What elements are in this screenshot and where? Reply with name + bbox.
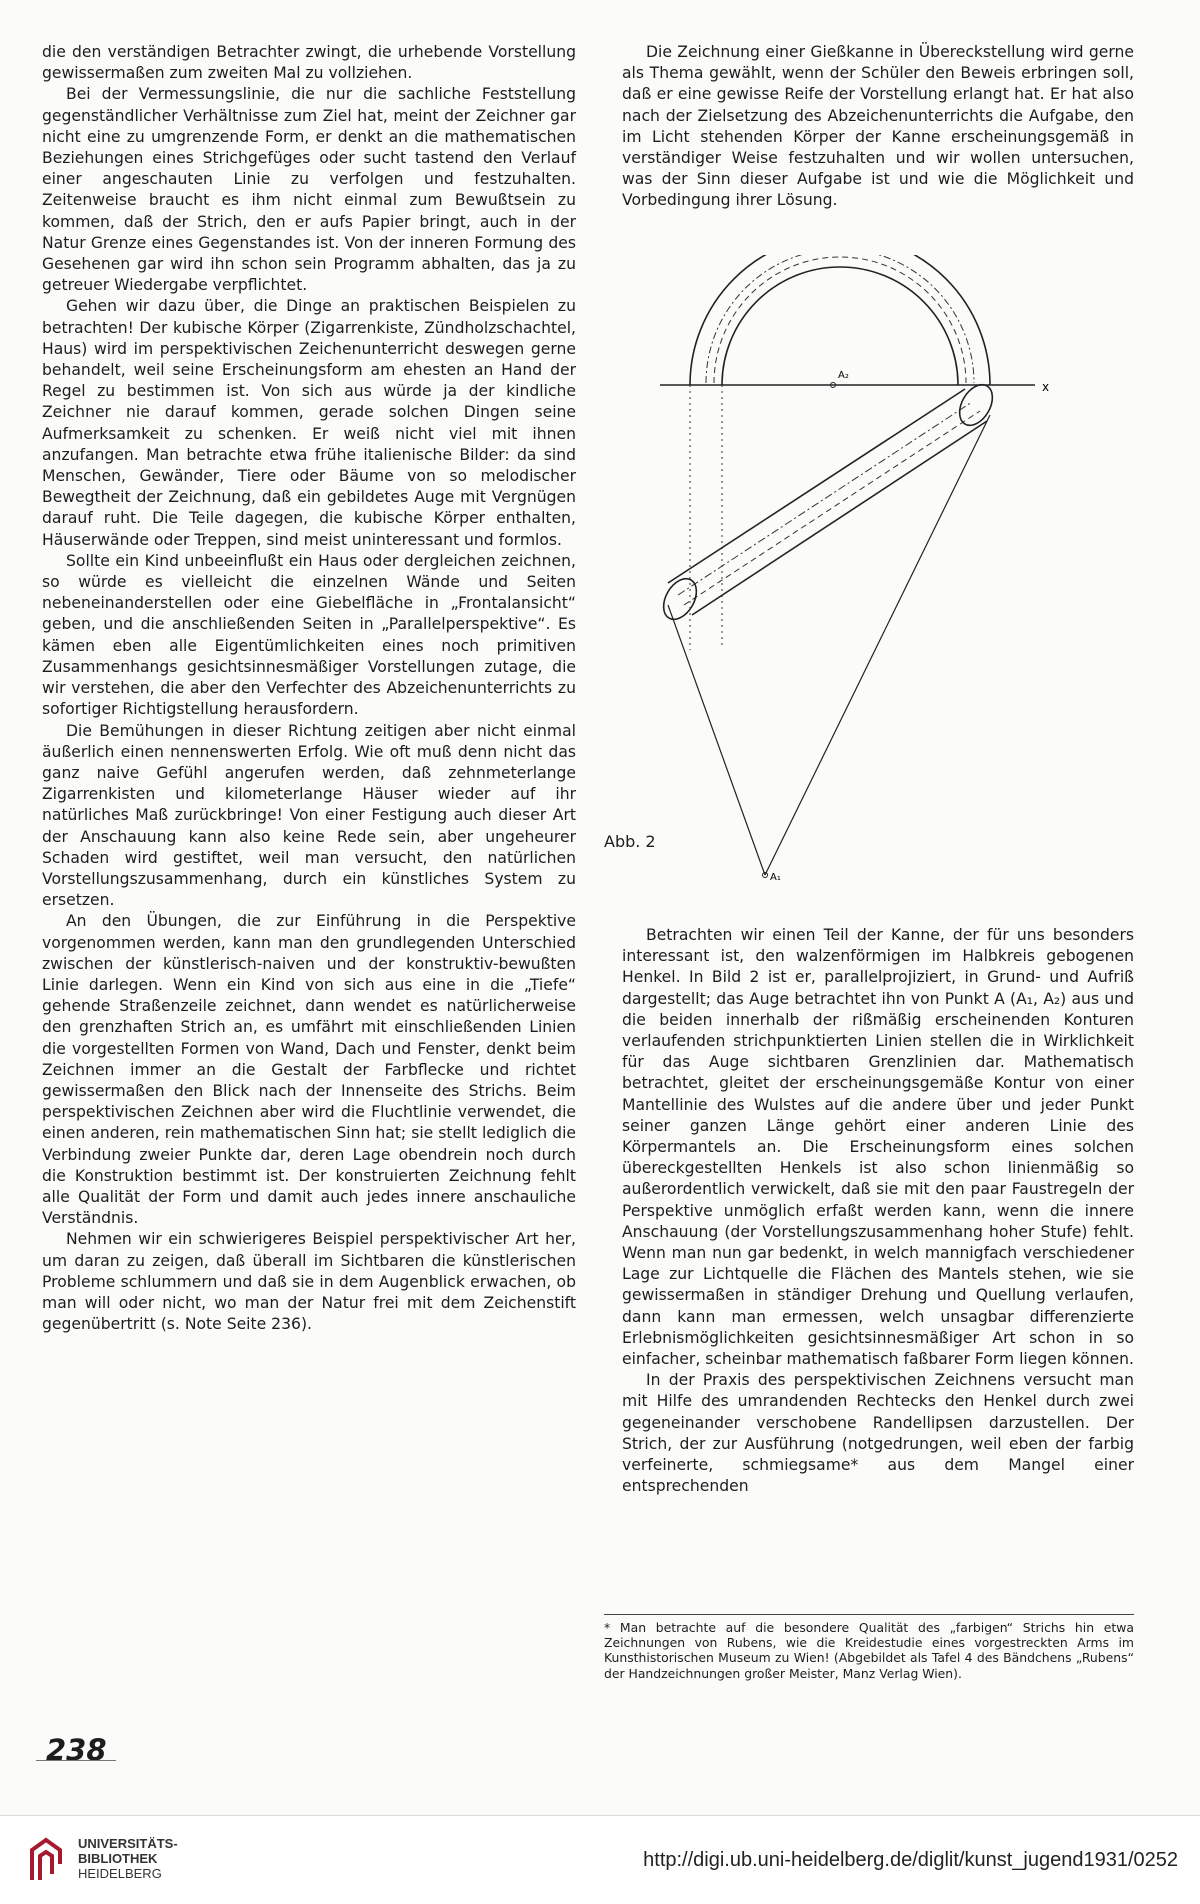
sight-line (765, 415, 990, 875)
paragraph: Sollte ein Kind unbeeinflußt ein Haus oder dergleichen zeichnen, so würde es vielleicht die einzelnen Wände und Seiten nebeneinanderstellen oder eine Giebelfläche in „Frontalansicht“ geben, und die anschließenden Seiten in „Parallelperspektive“. Es kämen eben alle Eigentümlichkeiten eines noch primitiven Zusammenhangs gesichtsinnesmäßiger Vorstellungen zutage, die wir verstehen, die aber den Verfechter des Abzeichenunterrichts zu sofortiger Richtigstellung herausfordern. (42, 551, 576, 719)
paragraph: Die Bemühungen in dieser Richtung zeitigen aber nicht einmal äußerlich einen nennenswerten Erfolg. Wie oft muß denn nicht das ganz naive Gefühl angerufen werden, daß zehnmeterlange Zigarrenkisten und kilometerlange Häuser wieder auf ihr natürliches Maß zurückbringe! Von einer Festigung auch dieser Art der Anschauung kann also keine Rede sein, aber ungeheurer Schaden wird gestiftet, weil man versucht, den natürlichen Vorstellungszusammenhang, durch ein künstliches System zu ersetzen. (42, 721, 576, 910)
figure-caption: Abb. 2 (604, 832, 656, 851)
cylinder-end (657, 573, 703, 625)
arch-outer-contour (690, 255, 990, 385)
library-name-line: HEIDELBERG (78, 1866, 162, 1881)
cylinder-dashed (678, 402, 972, 595)
arch-inner-contour (722, 267, 958, 385)
cylinder-dashed (684, 411, 980, 605)
point-a2-label: A₂ (838, 370, 849, 381)
right-text-column-top (622, 42, 1134, 212)
paragraph: In der Praxis des perspektivischen Zeichnens versucht man mit Hilfe des umrandenden Rechtecks den Henkel durch zwei gegeneinander verschobene Randellipsen darzustellen. Der Strich, der zur Ausführung (notgedrungen, weil eben der farbig verfeinerte, schmiegsame* aus dem Mangel einer entsprechenden (622, 1371, 1134, 1496)
library-name-line: UNIVERSITÄTS- (78, 1836, 178, 1851)
paragraph: die den verständigen Betrachter zwingt, die urhebende Vorstellung gewissermaßen zum zweiten Mal zu vollziehen. (42, 43, 576, 83)
library-logo-icon[interactable] (26, 1834, 68, 1886)
footnote-divider (604, 1614, 1134, 1615)
library-name-line: BIBLIOTHEK (78, 1851, 158, 1866)
source-url-link[interactable]: http://digi.ub.uni-heidelberg.de/diglit/kunst_jugend1931/0252 (643, 1849, 1178, 1871)
paragraph: Die Zeichnung einer Gießkanne in Übereckstellung wird gerne als Thema gewählt, wenn der Schüler den Beweis erbringen soll, daß er eine gewisse Reife der Vorstellung erlangt hat. Er hat also nach der Zielsetzung des Abzeichenunterrichts die Aufgabe, den im Licht stehenden Körper der Kanne erscheinungsgemäß in verständiger Weise festzuhalten und wir wollen untersuchen, was der Sinn dieser Aufgabe ist und wie die Möglichkeit und Vorbedingung ihrer Lösung. (622, 43, 1134, 210)
cylinder-contour (692, 421, 987, 615)
paragraph: An den Übungen, die zur Einführung in die Perspektive vorgenommen werden, kann man den grundlegenden Unterschied zwischen der künstlerisch-naiven und der konstruktiv-bewußten Linie darlegen. Wenn ein Kind von sich aus eine in die „Tiefe“ gehende Straßenzeile zeichnet, dann wendet es natürlicherweise den grenzhaften Strich an, es umfährt mit einschließenden Linien die vorgestellten Formen von Wand, Dach und Fenster, denkt beim Zeichnen immer an die Gestalt der Farbflecke und richtet gewissermaßen den Blick nach der Innenseite des Strichs. Beim perspektivischen Zeichnen aber wird die Fluchtlinie verwendet, die einen anderen, rein mathematischen Sinn hat; sie stellt lediglich die Verbindung zweier Punkte dar, deren Lage obendrein noch durch die Konstruktion bestimmt ist. Der konstruierten Zeichnung fehlt alle Qualität der Form und damit auch jedes innere anschauliche Verständnis. (42, 912, 576, 1228)
left-text-column (42, 42, 576, 1335)
handle-drawing (650, 255, 1090, 915)
right-text-column-bottom (622, 925, 1134, 1497)
figure-handle-projection (650, 255, 1090, 915)
library-name[interactable] (78, 1836, 178, 1881)
paragraph: Betrachten wir einen Teil der Kanne, der für uns besonders interessant ist, den walzenförmigen im Halbkreis gebogenen Henkel. In Bild 2 ist er, parallelprojiziert, in Grund- und Aufriß dargestellt; das Auge betrachtet ihn von Punkt A (A₁, A₂) aus und die beiden innerhalb der rißmäßig erscheinenden Konturen verlaufenden strichpunktierten Linien stellen die in Wirklichkeit für das Auge sichtbaren Grenzlinien dar. Mathematisch betrachtet, gleitet der erscheinungsgemäße Kontur von einer Mantellinie des Wulstes auf die andere über und jeder Punkt seiner ganzen Länge gehört einer anderen Linie des Körpermantels an. Die Erscheinungsform eines solchen übereckgestellten Henkels ist also schon linienmäßig so außerordentlich verwickelt, daß sie mit den paar Faustregeln der Perspektive unmöglich erfaßt werden kann, wenn die innere Anschauung (der Vorstellungszusammenhang hoher Stufe) fehlt. Wenn man nun gar bedenkt, in welch mannigfach verschiedener Lage zur Lichtquelle die Flächen des Mantels stehen, wie sie gewissermaßen in ständiger Drehung und Quellung verlaufen, dann kann man ermessen, welch unsagbar differenzierte Erlebnismöglichkeiten gesichtsinnesmäßiger Art schon in so einfacher, scheinbar mathematisch faßbarer Form liegen können. (622, 926, 1134, 1369)
axis-x-label: x (1042, 380, 1050, 394)
arch-dashed-contour (706, 255, 974, 383)
cylinder-end (953, 379, 999, 431)
page-number: 238 (46, 1733, 107, 1767)
footnote: * Man betrachte auf die besondere Qualität des „farbigen“ Strichs hin etwa Zeichnungen von Rubens, wie die Kreidestudie eines vorgestreckten Arms im Kunsthistorischen Museum zu Wien! (Abgebildet als Tafel 4 des Bändchens „Rubens“ der Handzeichnungen großer Meister, Manz Verlag Wien). (604, 1620, 1134, 1681)
arch-dashed-contour (714, 257, 966, 383)
point-a1-label: A₁ (770, 872, 781, 883)
paragraph: Gehen wir dazu über, die Dinge an praktischen Beispielen zu betrachten! Der kubische Körper (Zigarrenkiste, Zündholzschachtel, Haus) wird im perspektivischen Zeichenunterricht deswegen gerne behandelt, weil seine Erscheinungsform am ehesten an Hand der Regel zu bestimmen ist. Von sich aus würde ja der kindliche Zeichner nie darauf kommen, gerade solchen Dingen seine Aufmerksamkeit zu schenken. Er weiß nicht viel mit ihnen anzufangen. Man betrachte etwa frühe italienische Bilder: da sind Menschen, Gewänder, Tiere oder Bäume von so melodischer Bewegtheit der Zeichnung, daß ein gebildetes Auge mit Vergnügen darauf ruht. Die Teile dagegen, die kubische Körper enthalten, Häuserwände oder Treppen, sind meist uninteressant und formlos. (42, 297, 576, 549)
page-number-rule (36, 1760, 116, 1761)
sight-line (668, 605, 765, 875)
cylinder-contour (668, 389, 965, 583)
paragraph: Nehmen wir ein schwierigeres Beispiel perspektivischer Art her, um daran zu zeigen, daß überall im Sichtbaren die künstlerischen Probleme schlummern und daß sie in dem Augenblick erwachen, ob man will oder nicht, wo man der Natur frei mit dem Zeichenstift gegenübertritt (s. Note Seite 236). (42, 1230, 576, 1334)
paragraph: Bei der Vermessungslinie, die nur die sachliche Feststellung gegenständlicher Verhältnisse zum Ziel hat, meint der Zeichner gar nicht eine zu umgrenzende Form, er denkt an die mathematischen Beziehungen eines Strichgefüges oder sucht tastend den Verlauf einer angeschauten Linie zu verfolgen und festzuhalten. Zeitenweise braucht es ihm nicht einmal zum Bewußtsein zu kommen, daß der Strich, den er aufs Papier bringt, auch in der Natur Grenze eines Gegenstandes ist. Von der inneren Formung des Gesehenen gar wird ihn schon sein Programm abhalten, das ja zu getreuer Wiedergabe verpflichtet. (42, 85, 576, 295)
library-footer (0, 1815, 1200, 1904)
